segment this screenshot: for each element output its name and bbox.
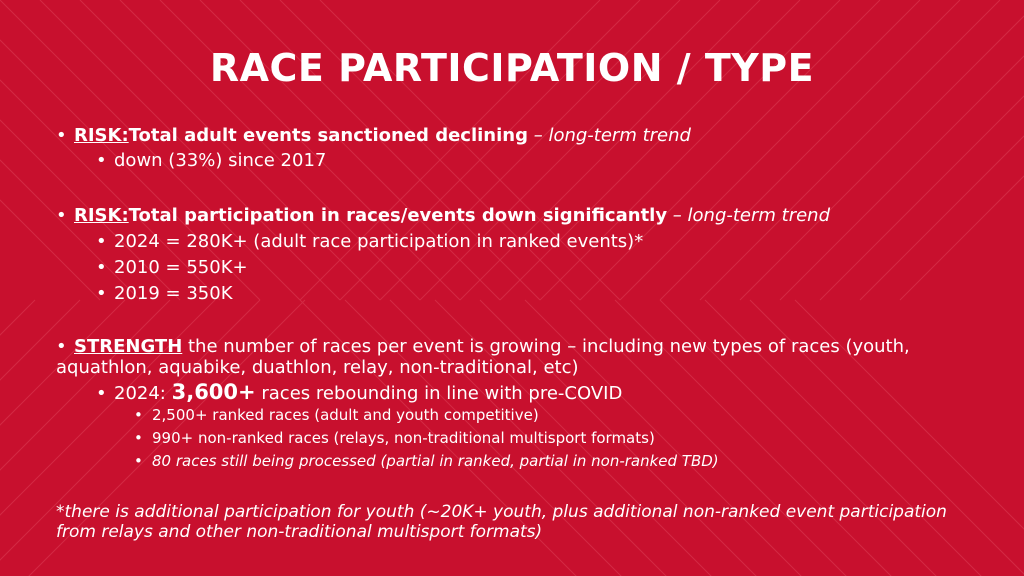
detail-text-italic: 80 races still being processed (partial in ranked, partial in non-ranked TBD) — [152, 452, 719, 470]
bullet-dot: • — [96, 283, 107, 304]
risk-participation-trend: – long-term trend — [667, 205, 831, 226]
bullet-dot: • — [56, 205, 67, 226]
sub-item-text: down (33%) since 2017 — [114, 150, 327, 171]
strength-sub-item — [96, 380, 622, 406]
bullet-dot: • — [96, 383, 107, 404]
bullet-dot: • — [134, 406, 143, 424]
detail-text: 2,500+ ranked races (adult and youth competitive) — [152, 406, 539, 424]
sub-item-text: 2019 = 350K — [114, 283, 233, 304]
footnote: *there is additional participation for youth (~20K+ youth, plus additional non-ranked event participation from relays and other non-traditional multisport formats) — [56, 502, 947, 542]
sub-item-text: 2024 = 280K+ (adult race participation in ranked events)* — [114, 231, 644, 252]
bullet-dot: • — [96, 150, 107, 171]
bullet-dot: • — [56, 336, 67, 357]
strength-label: STRENGTH — [74, 336, 183, 357]
strength-sub-suffix: races rebounding in line with pre-COVID — [255, 383, 623, 404]
strength-text: the number of races per event is growing – including new types of races (youth, aquathlon, aquabike, duathlon, relay, non-traditional, etc) — [56, 336, 910, 378]
bullet-dot: • — [134, 452, 143, 470]
risk-events-text: Total adult events sanctioned declining — [128, 125, 528, 146]
risk-participation-text: Total participation in races/events down significantly — [128, 205, 668, 226]
risk-events-bullet — [56, 124, 691, 148]
slide-title: RACE PARTICIPATION / TYPE — [209, 46, 815, 90]
risk-participation-bullet — [56, 204, 830, 228]
strength-detail-item — [134, 451, 719, 471]
risk-participation-sub-item — [96, 256, 248, 280]
sub-item-text: 2010 = 550K+ — [114, 257, 248, 278]
strength-sub-value: 3,600+ — [171, 380, 256, 404]
strength-bullet — [56, 336, 1006, 378]
risk-participation-sub-item — [96, 230, 643, 254]
bullet-dot: • — [56, 125, 67, 146]
risk-events-trend: – long-term trend — [528, 125, 691, 146]
strength-detail-item — [134, 405, 539, 425]
bullet-dot: • — [134, 429, 143, 447]
detail-text: 990+ non-ranked races (relays, non-traditional multisport formats) — [152, 429, 655, 447]
bullet-dot: • — [96, 231, 107, 252]
risk-events-sub-item — [96, 149, 326, 173]
risk-label: RISK: — [74, 205, 129, 226]
strength-sub-prefix: 2024: — [114, 383, 172, 404]
risk-participation-sub-item — [96, 282, 233, 306]
risk-label: RISK: — [74, 125, 129, 146]
bullet-dot: • — [96, 257, 107, 278]
strength-detail-item — [134, 428, 655, 448]
